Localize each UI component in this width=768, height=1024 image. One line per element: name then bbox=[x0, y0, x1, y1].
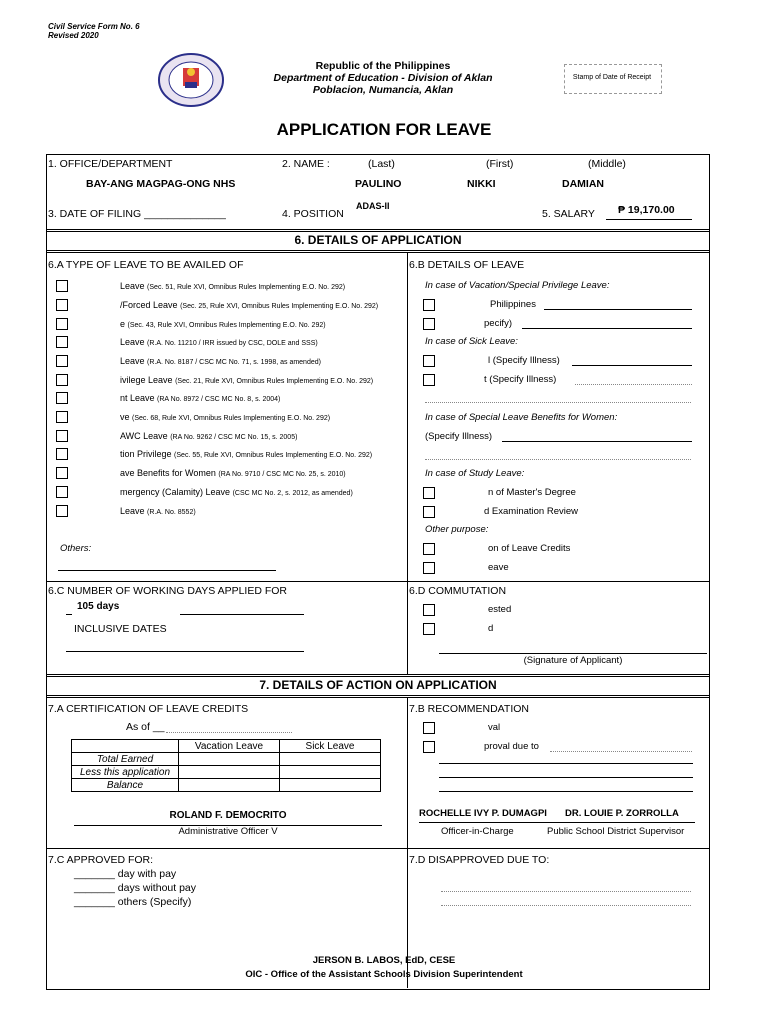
leave-type-checkbox[interactable] bbox=[56, 374, 68, 386]
section-6c-label: 6.C NUMBER OF WORKING DAYS APPLIED FOR bbox=[48, 585, 288, 597]
approved-days-without-pay: _______ days without pay bbox=[74, 882, 197, 894]
others-label: Others: bbox=[60, 543, 92, 554]
recommendation-checkbox[interactable] bbox=[423, 741, 435, 753]
sick-checkbox[interactable] bbox=[423, 374, 435, 386]
leave-type-checkbox[interactable] bbox=[56, 448, 68, 460]
recommendation-checkbox[interactable] bbox=[423, 722, 435, 734]
days-applied-value: 105 days bbox=[77, 601, 120, 612]
header-address: Poblacion, Numancia, Aklan bbox=[312, 84, 454, 96]
as-of-line bbox=[166, 732, 292, 733]
section-6a-label: 6.A TYPE OF LEAVE TO BE AVAILED OF bbox=[48, 259, 244, 271]
vacation-checkbox[interactable] bbox=[423, 299, 435, 311]
approving-official-title: OIC - Office of the Assistant Schools Division Superintendent bbox=[245, 969, 523, 980]
recommendation-option: val bbox=[488, 722, 501, 733]
others-line bbox=[58, 570, 276, 571]
signature-line bbox=[439, 653, 707, 654]
leave-type-checkbox[interactable] bbox=[56, 280, 68, 292]
office-label: 1. OFFICE/DEPARTMENT bbox=[48, 158, 173, 170]
middle-name: DAMIAN bbox=[562, 178, 604, 190]
recommender-name-2: DR. LOUIE P. ZORROLLA bbox=[565, 808, 679, 819]
table-row-label: Less this application bbox=[72, 766, 179, 779]
disapproved-line bbox=[441, 905, 691, 906]
as-of-label: As of __ bbox=[126, 721, 165, 733]
study-option: d Examination Review bbox=[484, 506, 578, 517]
leave-type-item: Leave (R.A. No. 8187 / CSC MC No. 71, s. 1998, as amended) bbox=[120, 356, 321, 366]
women-line bbox=[425, 459, 691, 460]
leave-type-checkbox[interactable] bbox=[56, 318, 68, 330]
vacation-checkbox[interactable] bbox=[423, 318, 435, 330]
section-6b-label: 6.B DETAILS OF LEAVE bbox=[409, 259, 525, 271]
divider bbox=[46, 848, 710, 849]
days-line bbox=[66, 614, 72, 615]
first-label: (First) bbox=[486, 158, 514, 170]
section-7a-label: 7.A CERTIFICATION OF LEAVE CREDITS bbox=[48, 703, 249, 715]
divider bbox=[46, 229, 710, 230]
recommendation-option: proval due to bbox=[484, 741, 539, 752]
commutation-option: d bbox=[488, 623, 494, 634]
leave-type-item: nt Leave (RA No. 8972 / CSC MC No. 8, s. 2004) bbox=[120, 393, 281, 403]
other-purpose-option: on of Leave Credits bbox=[488, 543, 571, 554]
first-name: NIKKI bbox=[467, 178, 496, 190]
disapproved-line bbox=[441, 891, 691, 892]
page-title: APPLICATION FOR LEAVE bbox=[276, 120, 492, 139]
leave-type-item: tion Privilege (Sec. 55, Rule XVI, Omnibus Rules Implementing E.O. No. 292) bbox=[120, 449, 373, 459]
section-6-heading: 6. DETAILS OF APPLICATION bbox=[294, 233, 462, 247]
women-line bbox=[502, 441, 692, 442]
vacation-option: Philippines bbox=[490, 299, 536, 310]
vacation-line bbox=[522, 328, 692, 329]
recommender-title-2: Public School District Supervisor bbox=[547, 826, 685, 837]
leave-type-item: mergency (Calamity) Leave (CSC MC No. 2, s. 2012, as amended) bbox=[120, 487, 353, 497]
section-6d-label: 6.D COMMUTATION bbox=[409, 585, 507, 597]
column-divider bbox=[407, 697, 408, 988]
table-cell bbox=[72, 740, 179, 753]
leave-type-checkbox[interactable] bbox=[56, 355, 68, 367]
deped-seal-logo bbox=[156, 52, 226, 108]
form-revised: Revised 2020 bbox=[48, 31, 99, 40]
leave-type-checkbox[interactable] bbox=[56, 392, 68, 404]
recommendation-line bbox=[439, 791, 693, 792]
approved-others: _______ others (Specify) bbox=[74, 896, 192, 908]
women-option: (Specify Illness) bbox=[425, 431, 493, 442]
sick-option: l (Specify Illness) bbox=[488, 355, 560, 366]
recommendation-line bbox=[439, 763, 693, 764]
days-line-2 bbox=[180, 614, 304, 615]
leave-credits-table bbox=[71, 739, 381, 792]
section-7d-label: 7.D DISAPPROVED DUE TO: bbox=[409, 854, 550, 866]
study-heading: In case of Study Leave: bbox=[425, 468, 525, 479]
recommender-name-1: ROCHELLE IVY P. DUMAGPI bbox=[419, 808, 547, 819]
table-cell[interactable] bbox=[280, 779, 381, 792]
leave-type-checkbox[interactable] bbox=[56, 430, 68, 442]
leave-type-checkbox[interactable] bbox=[56, 411, 68, 423]
section-7c-label: 7.C APPROVED FOR: bbox=[48, 854, 154, 866]
leave-type-item: Leave (Sec. 51, Rule XVI, Omnibus Rules Implementing E.O. No. 292) bbox=[120, 281, 346, 291]
divider bbox=[46, 581, 710, 582]
table-cell[interactable] bbox=[280, 753, 381, 766]
column-divider bbox=[407, 252, 408, 674]
divider bbox=[46, 697, 710, 698]
study-checkbox[interactable] bbox=[423, 487, 435, 499]
section-7-heading: 7. DETAILS OF ACTION ON APPLICATION bbox=[259, 678, 497, 692]
header-republic: Republic of the Philippines bbox=[315, 60, 451, 72]
vacation-line bbox=[544, 309, 692, 310]
divider bbox=[46, 250, 710, 251]
salary-underline bbox=[606, 219, 692, 220]
inclusive-dates-label: INCLUSIVE DATES bbox=[74, 623, 167, 635]
table-cell[interactable] bbox=[280, 766, 381, 779]
other-purpose-checkbox[interactable] bbox=[423, 543, 435, 555]
divider bbox=[46, 231, 710, 232]
sick-heading: In case of Sick Leave: bbox=[425, 336, 518, 347]
leave-type-item: ivilege Leave (Sec. 21, Rule XVI, Omnibus Rules Implementing E.O. No. 292) bbox=[120, 375, 374, 385]
table-row-label: Balance bbox=[72, 779, 179, 792]
sick-line bbox=[575, 384, 692, 385]
leave-type-item: /Forced Leave (Sec. 25, Rule XVI, Omnibus Rules Implementing E.O. No. 292) bbox=[120, 300, 379, 310]
leave-type-checkbox[interactable] bbox=[56, 505, 68, 517]
table-cell[interactable] bbox=[179, 766, 280, 779]
commutation-checkbox[interactable] bbox=[423, 604, 435, 616]
section-7b-label: 7.B RECOMMENDATION bbox=[409, 703, 529, 715]
vacation-option: pecify) bbox=[484, 318, 512, 329]
salary-value: ₱ 19,170.00 bbox=[618, 204, 675, 216]
leave-type-item: AWC Leave (RA No. 9262 / CSC MC No. 15, s. 2005) bbox=[120, 431, 298, 441]
position-label: 4. POSITION bbox=[282, 208, 344, 220]
form-code: Civil Service Form No. 6 bbox=[48, 22, 140, 31]
approved-days-with-pay: _______ day with pay bbox=[74, 868, 177, 880]
recommendation-line bbox=[439, 777, 693, 778]
recommendation-line bbox=[550, 751, 692, 752]
vacation-heading: In case of Vacation/Special Privilege Leave: bbox=[425, 280, 610, 291]
approving-official-name: JERSON B. LABOS, EdD, CESE bbox=[312, 955, 456, 966]
sick-line bbox=[572, 365, 692, 366]
divider bbox=[46, 674, 710, 675]
leave-type-checkbox[interactable] bbox=[56, 336, 68, 348]
leave-type-item: Leave (R.A. No. 8552) bbox=[120, 506, 196, 516]
last-name: PAULINO bbox=[355, 178, 402, 190]
last-label: (Last) bbox=[368, 158, 395, 170]
other-purpose-checkbox[interactable] bbox=[423, 562, 435, 574]
leave-type-item: ave Benefits for Women (RA No. 9710 / CSC MC No. 25, s. 2010) bbox=[120, 468, 346, 478]
study-checkbox[interactable] bbox=[423, 506, 435, 518]
divider bbox=[46, 252, 710, 253]
table-row-label: Total Earned bbox=[72, 753, 179, 766]
position-value: ADAS-II bbox=[356, 201, 390, 211]
name-label: 2. NAME : bbox=[282, 158, 330, 170]
table-header: Vacation Leave bbox=[179, 740, 280, 753]
leave-type-item: ve (Sec. 68, Rule XVI, Omnibus Rules Implementing E.O. No. 292) bbox=[120, 412, 331, 422]
leave-type-item: e (Sec. 43, Rule XVI, Omnibus Rules Implementing E.O. No. 292) bbox=[120, 319, 326, 329]
office-value: BAY-ANG MAGPAG-ONG NHS bbox=[86, 178, 236, 190]
table-header: Sick Leave bbox=[280, 740, 381, 753]
sick-option: t (Specify Illness) bbox=[484, 374, 557, 385]
recommender-title-1: Officer-in-Charge bbox=[441, 826, 514, 837]
recommender-line bbox=[419, 822, 695, 823]
study-option: n of Master's Degree bbox=[488, 487, 576, 498]
leave-type-checkbox[interactable] bbox=[56, 467, 68, 479]
other-purpose-heading: Other purpose: bbox=[425, 524, 489, 535]
salary-label: 5. SALARY bbox=[542, 208, 595, 220]
leave-type-checkbox[interactable] bbox=[56, 486, 68, 498]
signature-label: (Signature of Applicant) bbox=[523, 655, 623, 666]
header-department: Department of Education - Division of Aklan bbox=[273, 72, 493, 84]
inclusive-dates-line bbox=[66, 651, 304, 652]
commutation-option: ested bbox=[488, 604, 512, 615]
certifying-officer-name: ROLAND F. DEMOCRITO bbox=[169, 810, 287, 821]
divider bbox=[46, 695, 710, 696]
sick-checkbox[interactable] bbox=[423, 355, 435, 367]
other-purpose-option: eave bbox=[488, 562, 509, 573]
commutation-checkbox[interactable] bbox=[423, 623, 435, 635]
sick-line bbox=[425, 402, 691, 403]
table-cell[interactable] bbox=[179, 753, 280, 766]
leave-type-checkbox[interactable] bbox=[56, 299, 68, 311]
certifying-officer-title: Administrative Officer V bbox=[178, 826, 278, 837]
table-cell[interactable] bbox=[179, 779, 280, 792]
leave-type-item: Leave (R.A. No. 11210 / IRR issued by CSC, DOLE and SSS) bbox=[120, 337, 318, 347]
middle-label: (Middle) bbox=[588, 158, 626, 170]
divider bbox=[46, 676, 710, 677]
stamp-label: Stamp of Date of Receipt bbox=[572, 74, 652, 81]
women-heading: In case of Special Leave Benefits for Women: bbox=[425, 412, 618, 423]
date-filing-label: 3. DATE OF FILING ______________ bbox=[48, 208, 226, 220]
